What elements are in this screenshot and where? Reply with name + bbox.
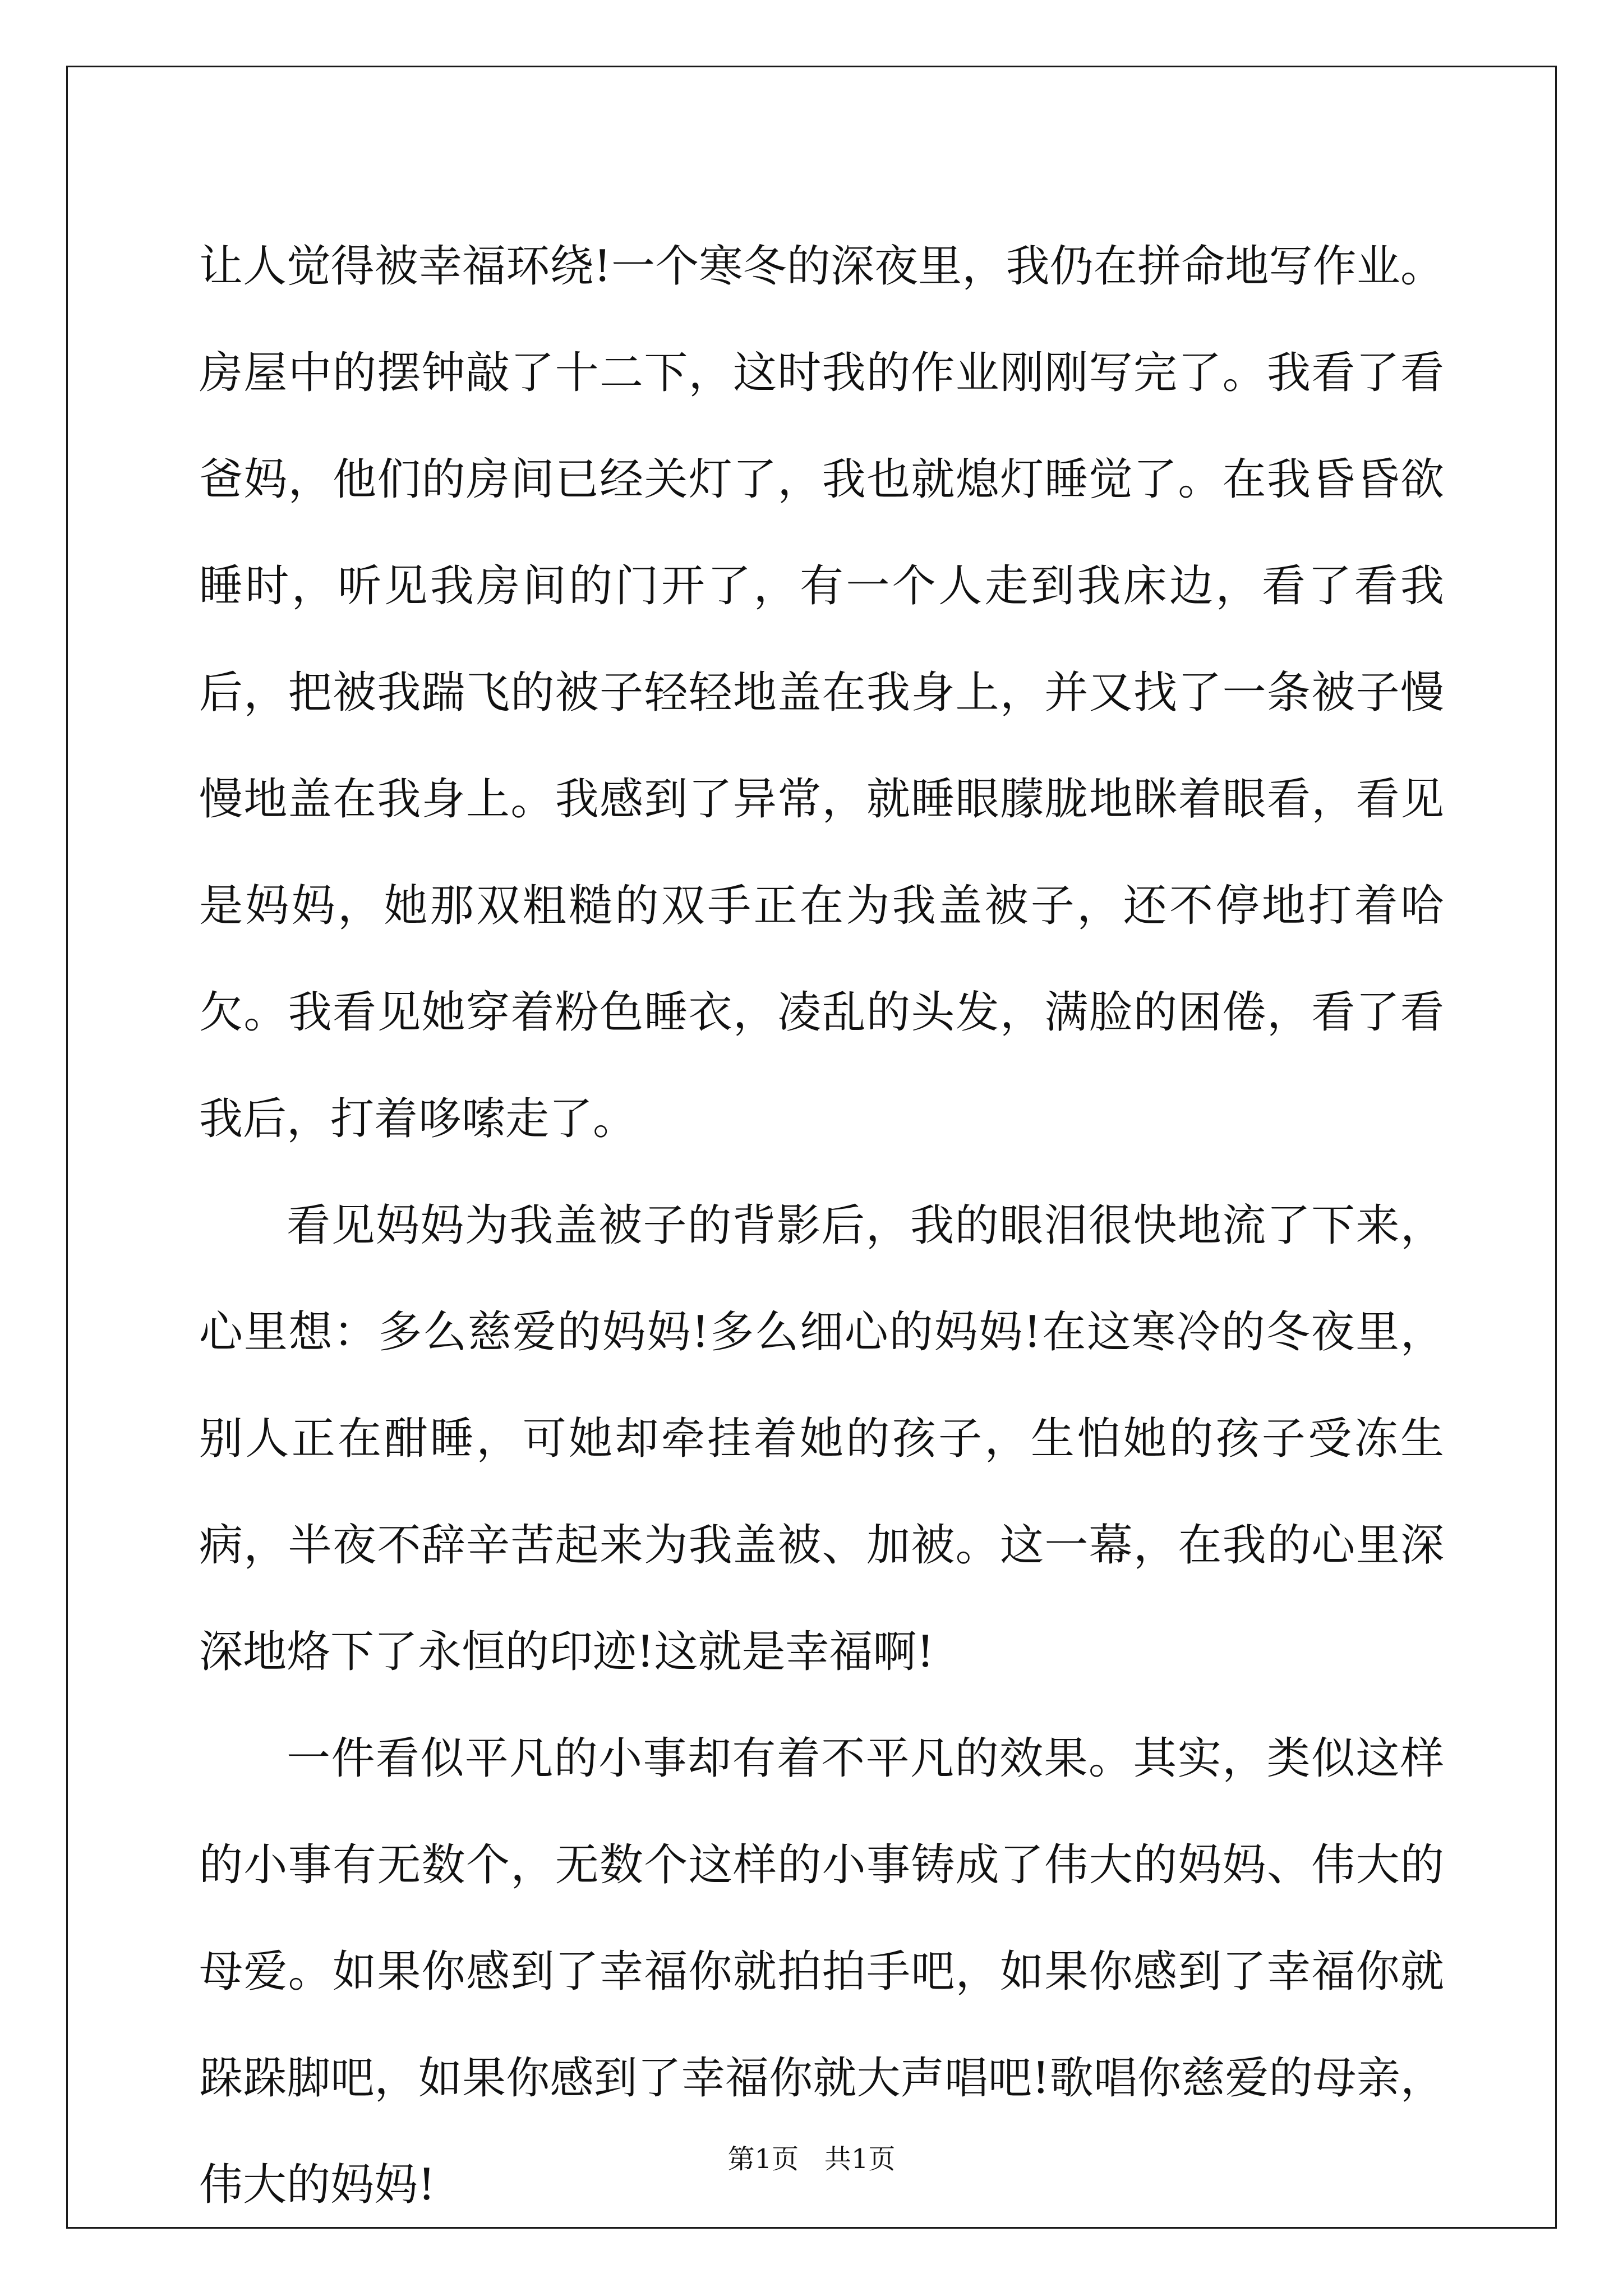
paragraph-1: 让人觉得被幸福环绕!一个寒冬的深夜里，我仍在拼命地写作业。房屋中的摆钟敲了十二下，这时我的作业刚刚写完了。我看了看爸妈，他们的房间已经关灯了，我也就熄灯睡觉了。在我昏昏欲睡时，听见我房间的门开了，有一个人走到我床边，看了看我后，把被我踹飞的被子轻轻地盖在我身上，并又找了一条被子慢慢地盖在我身上。我感到了异常，就睡眼朦胧地眯着眼看，看见是妈妈，她那双粗糙的双手正在为我盖被子，还不停地打着哈欠。我看见她穿着粉色睡衣，凌乱的头发，满脸的困倦，看了看我后，打着哆嗦走了。 <box>199 241 1444 1144</box>
document-body <box>199 213 1444 2238</box>
paragraph-3: 一件看似平凡的小事却有着不平凡的效果。其实，类似这样的小事有无数个，无数个这样的小事铸成了伟大的妈妈、伟大的母爱。如果你感到了幸福你就拍拍手吧，如果你感到了幸福你就跺跺脚吧，如果你感到了幸福你就大声唱吧!歌唱你慈爱的母亲，伟大的妈妈! <box>199 1733 1444 2210</box>
page-footer: 第1页 共1页 <box>727 2143 896 2175</box>
paragraph-2: 看见妈妈为我盖被子的背影后，我的眼泪很快地流了下来，心里想：多么慈爱的妈妈!多么细心的妈妈!在这寒冷的冬夜里，别人正在酣睡，可她却牵挂着她的孩子，生怕她的孩子受冻生病，半夜不辞辛苦起来为我盖被、加被。这一幕，在我的心里深深地烙下了永恒的印迹!这就是幸福啊! <box>199 1200 1444 1677</box>
